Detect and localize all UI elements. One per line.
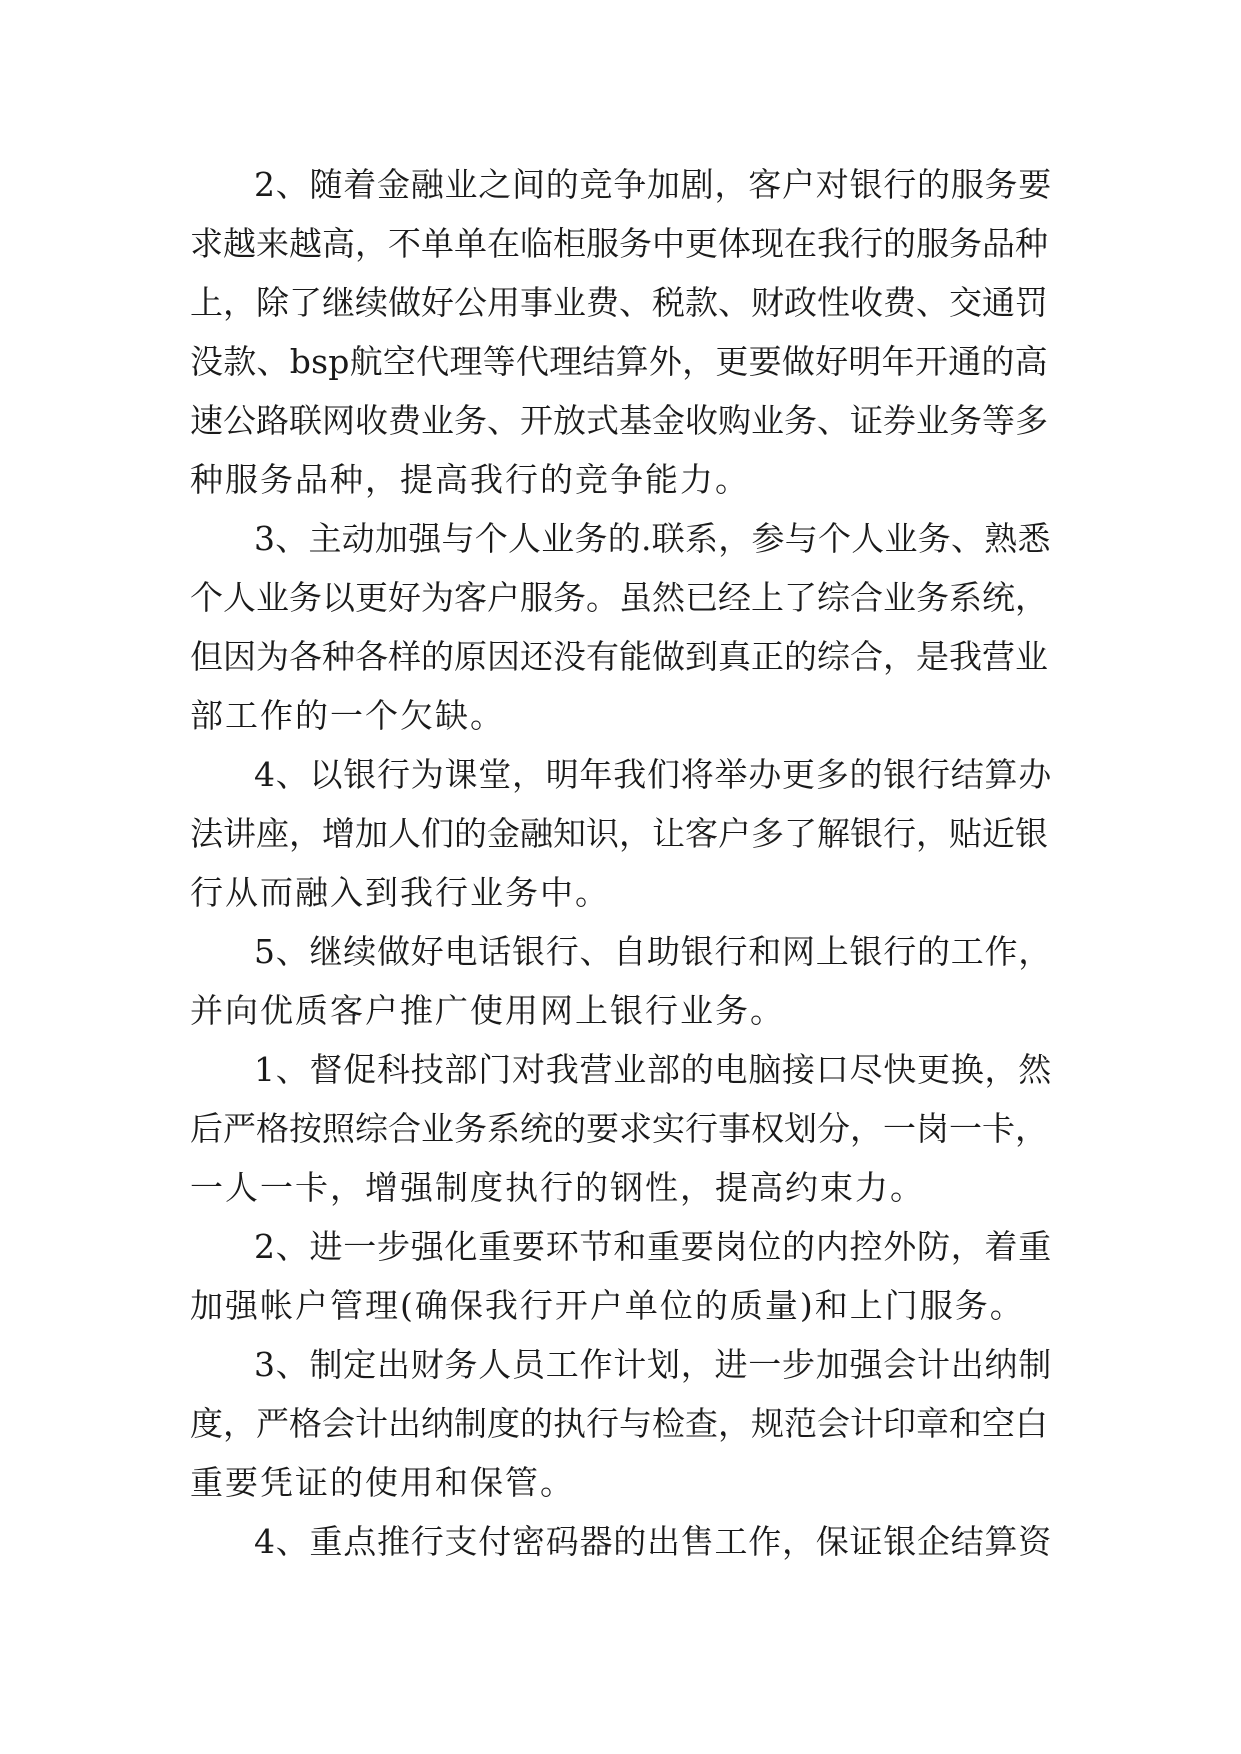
text-line: 求越来越高，不单单在临柜服务中更体现在我行的服务品种 (190, 224, 1048, 263)
text-line: 4、以银行为课堂，明年我们将举办更多的银行结算办 (254, 755, 1052, 794)
text-line: 没款、bsp航空代理等代理结算外，更要做好明年开通的高 (190, 342, 1048, 381)
text-line: 部工作的一个欠缺。 (190, 696, 505, 735)
text-line: 3、制定出财务人员工作计划，进一步加强会计出纳制 (254, 1345, 1052, 1384)
text-line: 并向优质客户推广使用网上银行业务。 (190, 991, 785, 1030)
text-line: 上，除了继续做好公用事业费、税款、财政性收费、交通罚 (190, 283, 1048, 322)
text-line: 4、重点推行支付密码器的出售工作，保证银企结算资 (254, 1522, 1052, 1561)
text-line: 2、随着金融业之间的竞争加剧，客户对银行的服务要 (254, 165, 1052, 204)
text-line: 种服务品种，提高我行的竞争能力。 (190, 460, 750, 499)
text-line: 个人业务以更好为客户服务。虽然已经上了综合业务系统， (190, 578, 1048, 617)
text-line: 行从而融入到我行业务中。 (190, 873, 610, 912)
text-line: 后严格按照综合业务系统的要求实行事权划分，一岗一卡， (190, 1109, 1048, 1148)
text-line: 5、继续做好电话银行、自助银行和网上银行的工作， (254, 932, 1052, 971)
text-line: 重要凭证的使用和保管。 (190, 1463, 575, 1502)
text-line: 度，严格会计出纳制度的执行与检查，规范会计印章和空白 (190, 1404, 1048, 1443)
text-line: 加强帐户管理(确保我行开户单位的质量)和上门服务。 (190, 1286, 1025, 1325)
text-line: 一人一卡，增强制度执行的钢性，提高约束力。 (190, 1168, 925, 1207)
text-line: 速公路联网收费业务、开放式基金收购业务、证券业务等多 (190, 401, 1048, 440)
text-line: 1、督促科技部门对我营业部的电脑接口尽快更换，然 (254, 1050, 1052, 1089)
text-line: 法讲座，增加人们的金融知识，让客户多了解银行，贴近银 (190, 814, 1048, 853)
text-line: 2、进一步强化重要环节和重要岗位的内控外防，着重 (254, 1227, 1052, 1266)
text-line: 3、主动加强与个人业务的.联系，参与个人业务、熟悉 (254, 519, 1051, 558)
text-line: 但因为各种各样的原因还没有能做到真正的综合，是我营业 (190, 637, 1048, 676)
